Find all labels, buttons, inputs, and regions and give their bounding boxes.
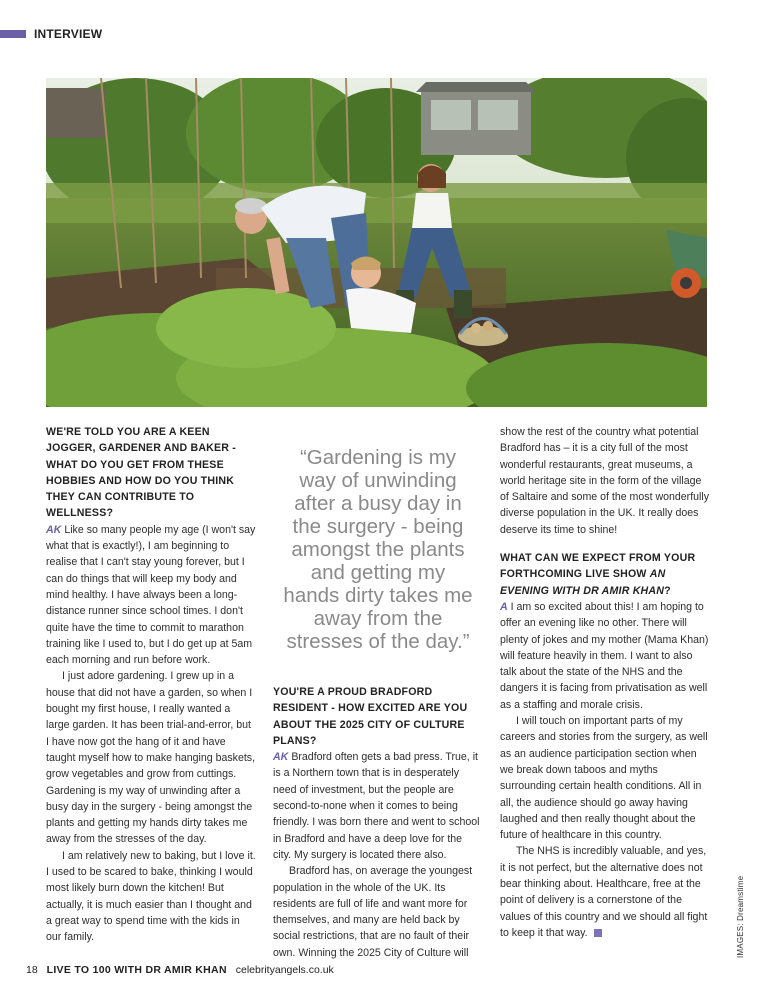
column-1	[46, 424, 256, 946]
column-2	[273, 684, 481, 961]
continued-text: show the rest of the country what potential Bradford has – it is a city full of the most wonderful restaurants, great museums, a world heritage site in the form of the village of Saltaire and some of the most wonderfully diverse population in the UK. It really does deserve its time to shine!	[500, 426, 710, 536]
question-bradford: YOU'RE A PROUD BRADFORD RESIDENT - HOW EXCITED ARE YOU ABOUT THE 2025 CITY OF CULTURE PLANS?	[273, 686, 468, 747]
publication-title: LIVE TO 100 WITH DR AMIR KHAN	[46, 964, 227, 976]
answer-show-p2: I will touch on important parts of my careers and stories from the surgery, as well as an audience participation section when we break down taboos and myths surrounding certain health conditions. All in all, the audience should go away having laughed and then really thought about the future of healthcare in this country.	[500, 715, 708, 842]
answer-hobbies-p3: I am relatively new to baking, but I love it. I used to be scared to bake, thinking I would most likely burn down the kitchen! But actually, it is much easier than I thought and a great way to spend time with the kids in our family.	[46, 849, 256, 944]
answer-bradford-p2: Bradford has, on average the youngest population in the whole of the UK. Its residents are full of life and want more for themselves, and many are held back by social restrictions, that are no fault of their own. Winning the 2025 City of Culture will	[273, 865, 473, 959]
question-live-show: WHAT CAN WE EXPECT FROM YOUR FORTHCOMING LIVE SHOW AN EVENING WITH DR AMIR KHAN?	[500, 552, 696, 597]
end-mark	[594, 929, 602, 937]
garden-photo	[46, 78, 707, 407]
website-link[interactable]: celebrityangels.co.uk	[235, 964, 334, 976]
question-hobbies: WE'RE TOLD YOU ARE A KEEN JOGGER, GARDENER AND BAKER - WHAT DO YOU GET FROM THESE HOBBIES AND HOW DO YOU THINK THEY CAN CONTRIBUTE TO WELLNESS?	[46, 426, 237, 520]
answer-marker: AK	[46, 523, 62, 536]
answer-hobbies-p1: AK Like so many people my age (I won't say what that is exactly!), I am beginning to realise that I can't stay young forever, but I can do things that will keep my body and mind healthy. I have always been a long-distance runner since school times. I don't quite have the time to commit to marathon training like I used to, but I do get up at 5am each morning and run before work.	[46, 523, 256, 667]
section-marker-bar	[0, 30, 26, 38]
answer-marker: AK	[273, 751, 289, 764]
answer-hobbies-p2: I just adore gardening. I grew up in a house that did not have a garden, so when I bought my first house, I really wanted a large garden. It has been trial-and-error, but I have now got the hang of it and have taught myself how to make hanging baskets, grow vegetables and grow from cuttings. Gardening is my way of unwinding after a busy day in the surgery - being amongst the plants and getting my hands dirty takes me away from the stresses of the day.	[46, 670, 256, 846]
pull-quote: “Gardening is my way of unwinding after a busy day in the surgery - being amongst the plants and getting my hands dirty takes me away from the stresses of the day.”	[283, 446, 473, 653]
column-3	[500, 424, 710, 941]
answer-show-p1: A I am so excited about this! I am hoping to offer an evening like no other. There will plenty of jokes and my mother (Mama Khan) will feature heavily in them. I want to also talk about the state of the NHS and the dangers it is facing from privatisation as well as a staffing and morale crisis.	[500, 600, 709, 711]
answer-bradford-p1: AK Bradford often gets a bad press. True, it is a Northern town that is in desperately need of investment, but the people are second-to-none when it comes to being friendly. I was born there and went to school in Bradford and have a deep love for the city. My surgery is located there also.	[273, 751, 480, 861]
page-footer	[26, 964, 334, 976]
section-label: INTERVIEW	[34, 27, 103, 41]
answer-show-p3: The NHS is incredibly valuable, and yes, it is not perfect, but the alternative does not bear thinking about. Healthcare, free at the point of delivery is a cornerstone of the values of this country and we should all fight to keep it that way.	[500, 845, 708, 939]
page-number: 18	[26, 964, 38, 976]
answer-marker: A	[500, 600, 508, 613]
image-credit: IMAGES: Dreamstime	[736, 875, 745, 958]
